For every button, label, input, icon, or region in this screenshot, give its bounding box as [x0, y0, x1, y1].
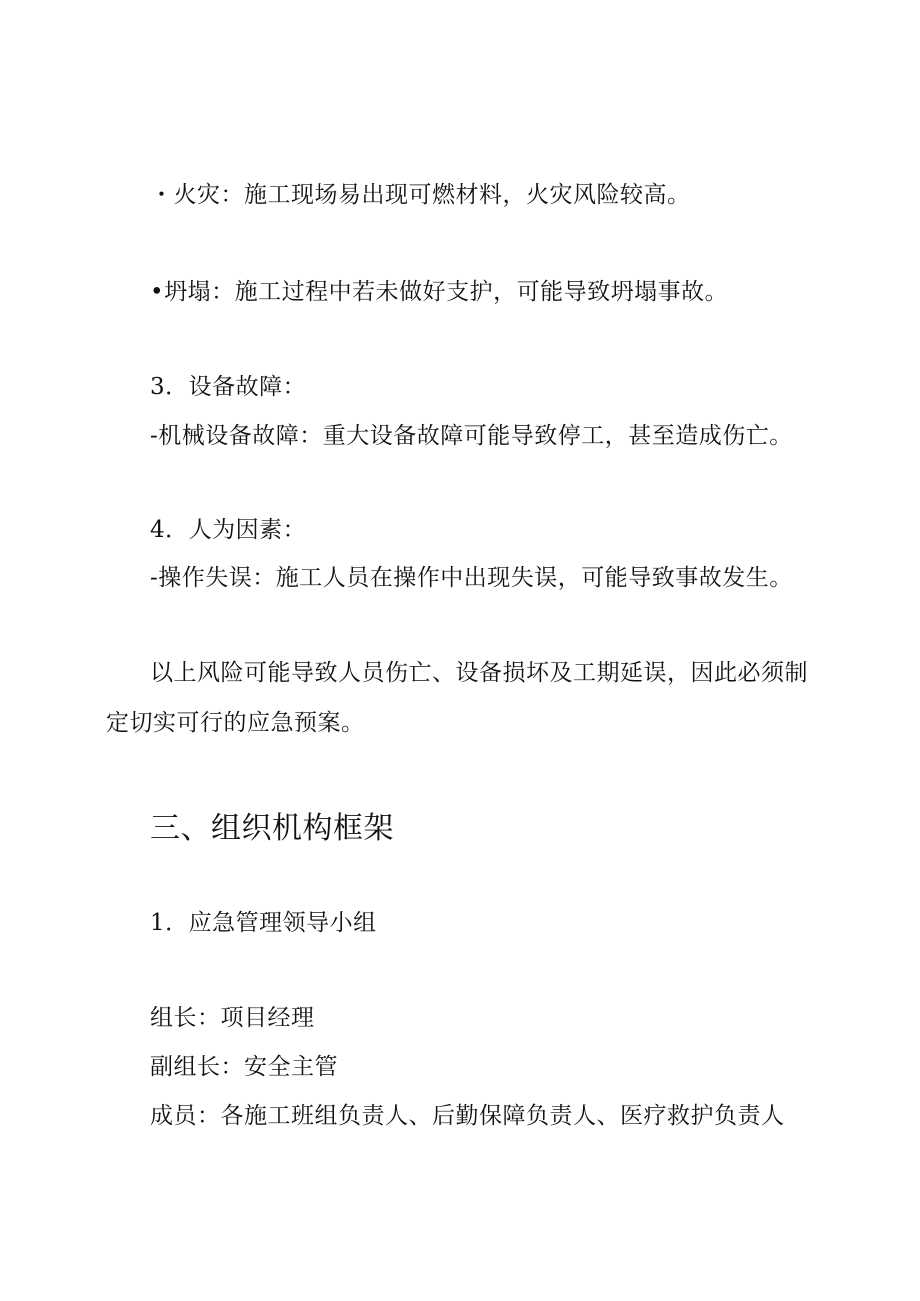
- risk-equipment-item: -机械设备故障：重大设备故障可能导致停工，甚至造成伤亡。: [150, 423, 793, 449]
- risk-human-title: 4．人为因素：: [150, 517, 307, 543]
- risk-human-item: -操作失误：施工人员在操作中出现失误，可能导致事故发生。: [150, 565, 793, 591]
- summary-line-2: 定切实可行的应急预案。: [106, 710, 365, 736]
- group-deputy: 副组长：安全主管: [150, 1054, 338, 1080]
- risk-fire: ・火灾：施工现场易出现可燃材料，火灾风险较高。: [150, 182, 691, 208]
- risk-collapse: •坍塌：施工过程中若未做好支护，可能导致坍塌事故。: [150, 279, 729, 305]
- summary-line-1: 以上风险可能导致人员伤亡、设备损坏及工期延误，因此必须制: [150, 660, 808, 686]
- subsection-heading: 1．应急管理领导小组: [150, 910, 377, 936]
- group-leader: 组长：项目经理: [150, 1005, 315, 1031]
- group-members: 成员：各施工班组负责人、后勤保障负责人、医疗救护负责人: [150, 1103, 785, 1129]
- section-heading: 三、组织机构框架: [150, 811, 394, 846]
- risk-equipment-title: 3．设备故障：: [150, 374, 307, 400]
